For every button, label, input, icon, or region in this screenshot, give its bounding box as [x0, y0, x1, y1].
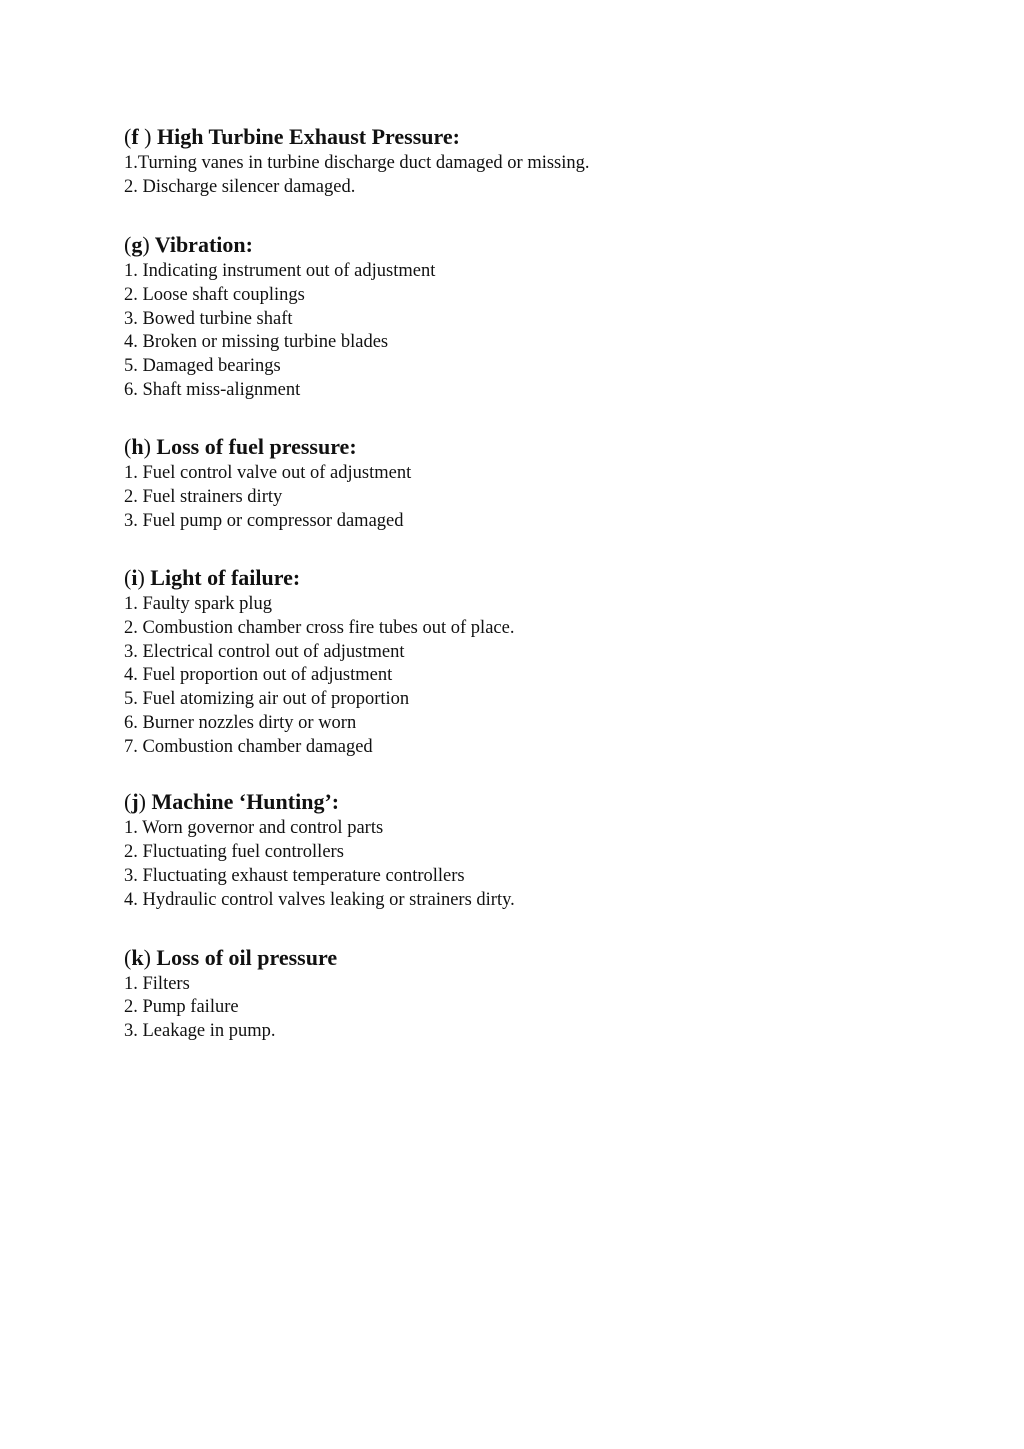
heading-letter: g	[131, 231, 143, 257]
section-vibration	[124, 230, 944, 403]
list-item: 3. Bowed turbine shaft	[124, 308, 293, 329]
heading-letter: k	[131, 944, 144, 970]
list-item: 2. Fuel strainers dirty	[124, 487, 283, 508]
heading-open-paren: (	[124, 944, 132, 970]
section-light-of-failure	[124, 563, 944, 760]
heading-open-paren: (	[124, 231, 132, 257]
heading-close-paren: )	[138, 789, 146, 815]
heading-letter: f	[131, 124, 139, 149]
section-high-turbine-exhaust-pressure	[124, 122, 944, 200]
list-item: 1. Faulty spark plug	[124, 593, 272, 614]
section-heading	[124, 563, 944, 593]
heading-title: Loss of fuel pressure:	[150, 434, 357, 460]
heading-open-paren: (	[124, 564, 132, 590]
list-item: 2. Fluctuating fuel controllers	[124, 841, 344, 862]
heading-title: Vibration:	[149, 231, 253, 257]
heading-close-paren: )	[137, 564, 145, 590]
cause-list	[124, 260, 944, 403]
list-item: 5. Fuel atomizing air out of proportion	[124, 689, 410, 710]
heading-title: Light of failure:	[144, 564, 301, 590]
list-item: 6. Burner nozzles dirty or worn	[124, 713, 357, 734]
heading-letter: j	[131, 789, 139, 815]
list-item: 5. Damaged bearings	[124, 356, 281, 377]
section-loss-of-fuel-pressure	[124, 432, 944, 534]
list-item: 2. Pump failure	[124, 997, 239, 1018]
list-item: 1. Worn governor and control parts	[124, 818, 384, 839]
section-heading	[124, 122, 944, 152]
list-item: 4. Fuel proportion out of adjustment	[124, 665, 393, 686]
list-item: 1. Indicating instrument out of adjustment	[124, 260, 436, 281]
heading-close-paren: )	[143, 944, 151, 970]
heading-close-paren: )	[143, 434, 151, 460]
list-item: 3. Electrical control out of adjustment	[124, 641, 405, 662]
heading-letter: h	[131, 434, 144, 460]
list-item: 6. Shaft miss-alignment	[124, 380, 301, 401]
heading-open-paren: (	[124, 789, 132, 815]
list-item: 2. Loose shaft couplings	[124, 284, 305, 305]
section-machine-hunting	[124, 787, 944, 913]
heading-title: Loss of oil pressure	[150, 944, 338, 970]
section-heading	[124, 787, 944, 817]
list-item: 2. Discharge silencer damaged.	[124, 176, 356, 197]
cause-list	[124, 152, 944, 200]
list-item: 1. Filters	[124, 973, 190, 994]
list-item: 4. Hydraulic control valves leaking or strainers dirty.	[124, 889, 515, 910]
list-item: 4. Broken or missing turbine blades	[124, 332, 389, 353]
heading-open-paren: (	[124, 434, 132, 460]
heading-close-paren: )	[138, 124, 152, 149]
list-item: 1.Turning vanes in turbine discharge duct damaged or missing.	[124, 153, 590, 173]
list-item: 1. Fuel control valve out of adjustment	[124, 463, 412, 484]
cause-list	[124, 593, 944, 760]
list-item: 3. Fuel pump or compressor damaged	[124, 510, 404, 531]
list-item: 3. Fluctuating exhaust temperature controllers	[124, 865, 465, 886]
section-loss-of-oil-pressure	[124, 943, 944, 1045]
list-item: 3. Leakage in pump.	[124, 1021, 276, 1042]
heading-letter: i	[131, 564, 138, 590]
list-item: 7. Combustion chamber damaged	[124, 737, 373, 758]
section-heading	[124, 230, 944, 260]
section-heading	[124, 432, 944, 462]
section-heading	[124, 943, 944, 973]
cause-list	[124, 462, 944, 534]
list-item: 2. Combustion chamber cross fire tubes out of place.	[124, 617, 515, 638]
document-page	[124, 122, 944, 1044]
cause-list	[124, 973, 944, 1045]
heading-title: Machine ‘Hunting’:	[145, 789, 340, 815]
heading-title: High Turbine Exhaust Pressure:	[151, 124, 460, 149]
heading-close-paren: )	[142, 231, 150, 257]
cause-list	[124, 817, 944, 913]
heading-open-paren: (	[124, 124, 132, 149]
